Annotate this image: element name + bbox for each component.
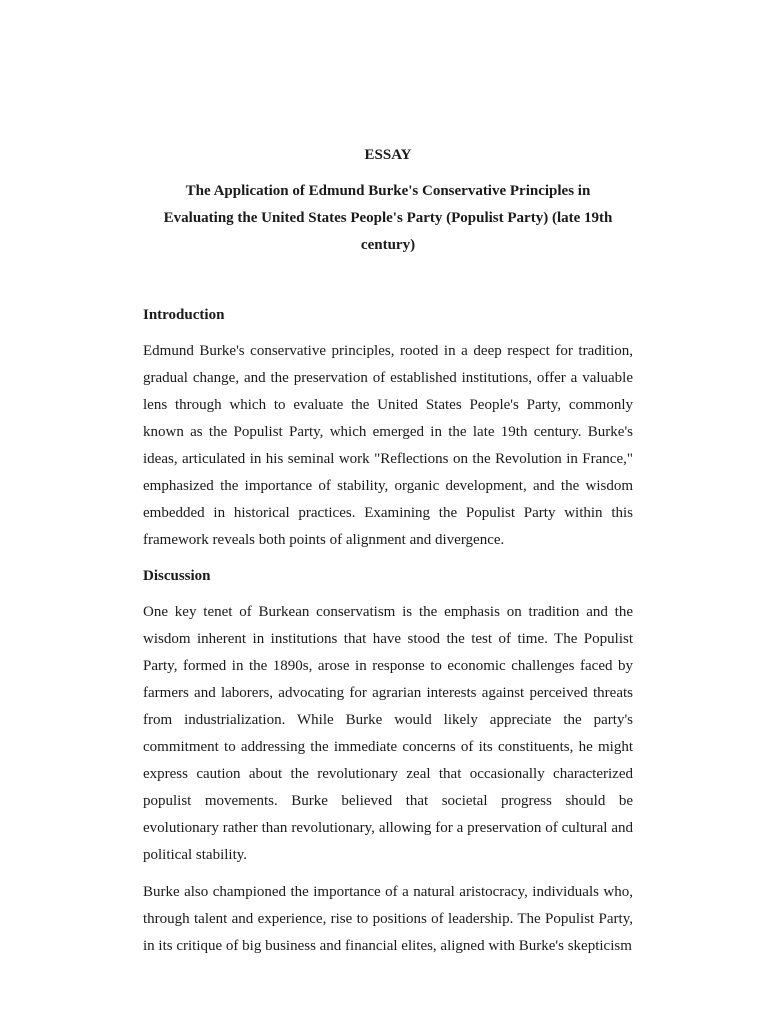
section-heading-introduction: Introduction: [143, 307, 225, 323]
discussion-paragraph-1: One key tenet of Burkean conservatism is the emphasis on tradition and the wisdom inherent in institutions that have stood the test of time. The Populist Party, formed in the 1890s, arose in response to economic challenges faced by farmers and laborers, advocating for agrarian interests against perceived threats from industrialization. While Burke would likely appreciate the party's commitment to addressing the immediate concerns of its constituents, he might express caution about the revolutionary zeal that occasionally characterized populist movements. Burke believed that societal progress should be evolutionary rather than revolutionary, allowing for a preservation of cultural and political stability.: [143, 604, 633, 863]
section-heading-discussion: Discussion: [143, 568, 211, 584]
introduction-paragraph: Edmund Burke's conservative principles, rooted in a deep respect for tradition, gradual change, and the preservation of established institutions, offer a valuable lens through which to evaluate the United States People's Party, commonly known as the Populist Party, which emerged in the late 19th century. Burke's ideas, articulated in his seminal work "Reflections on the Revolution in France," emphasized the importance of stability, organic development, and the wisdom embedded in historical practices. Examining the Populist Party within this framework reveals both points of alignment and divergence.: [143, 343, 633, 548]
document-page: [143, 138, 633, 960]
document-title: The Application of Edmund Burke's Conservative Principles in Evaluating the United States People's Party (Populist Party) (late 19th century): [163, 183, 613, 253]
discussion-paragraph-2: Burke also championed the importance of a natural aristocracy, individuals who, through talent and experience, rise to positions of leadership. The Populist Party, in its critique of big business and financial elites, aligned with Burke's skepticism: [143, 884, 633, 954]
document-label: ESSAY: [364, 147, 412, 163]
